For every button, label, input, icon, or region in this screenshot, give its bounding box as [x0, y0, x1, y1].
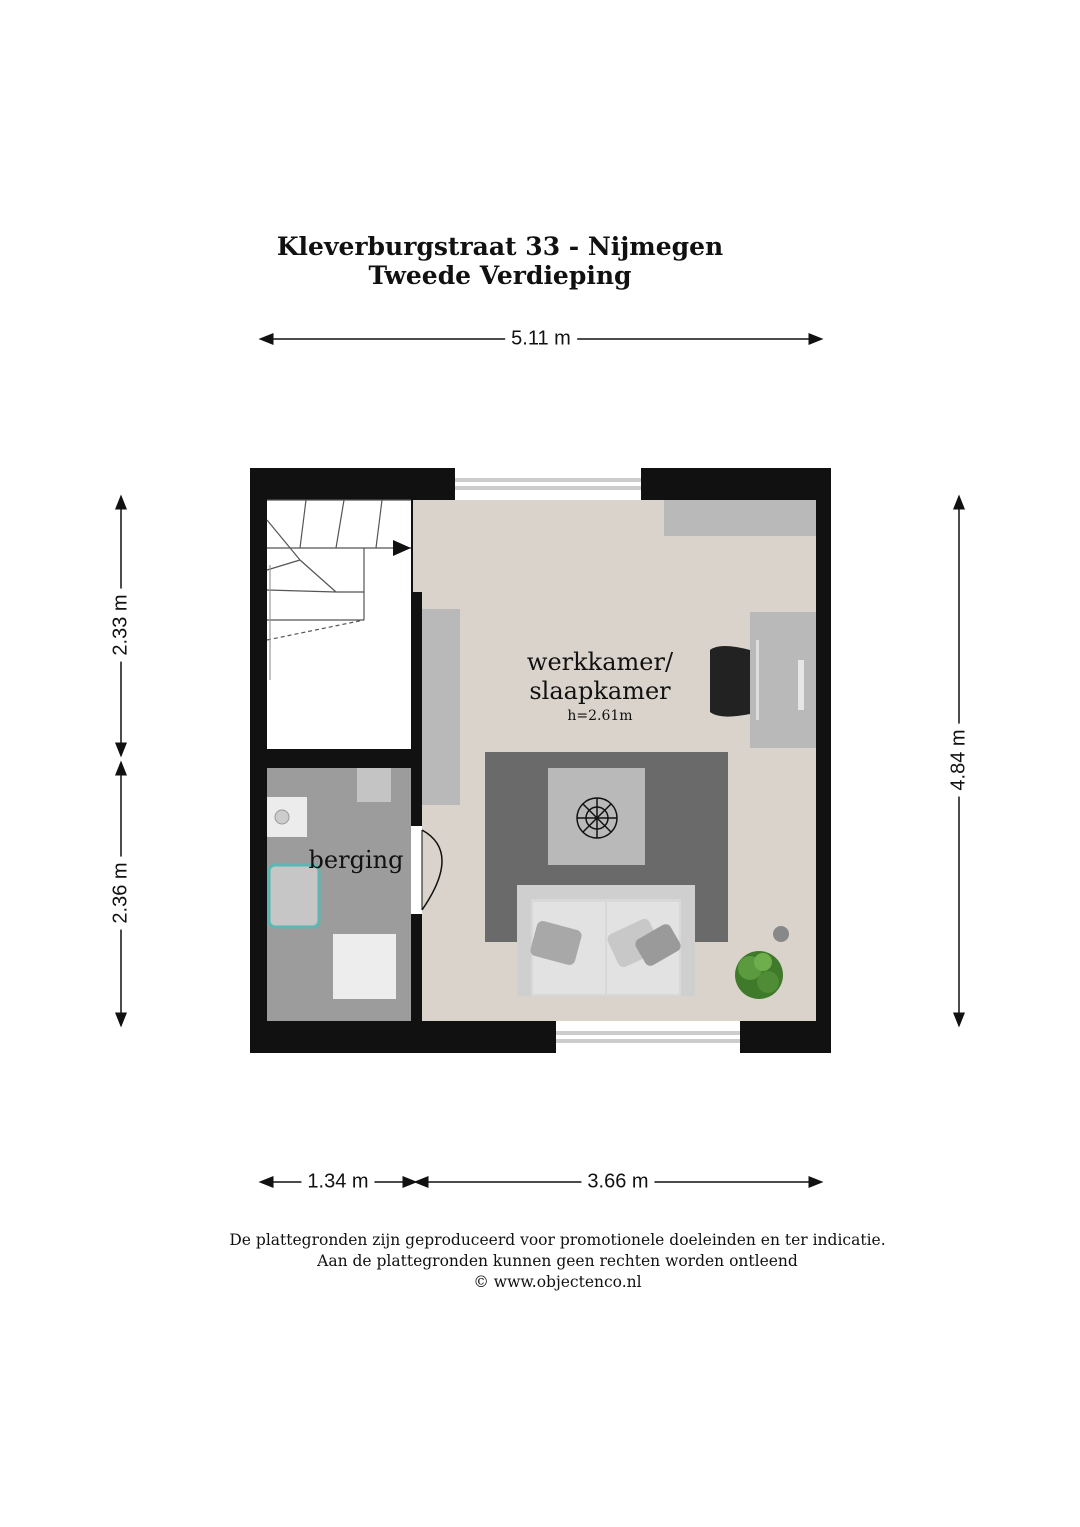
shelf-top: [664, 500, 816, 536]
disclaimer-copyright: © www.objectenco.nl: [473, 1273, 642, 1291]
wardrobe: [422, 609, 460, 805]
internal-wall-horizontal: [267, 749, 413, 768]
desk-keyboard: [756, 640, 759, 720]
dim-label-right: 4.84 m: [948, 723, 971, 796]
dim-label-left-lower: 2.36 m: [110, 856, 133, 929]
plant: [735, 951, 783, 999]
lamp: [773, 926, 789, 942]
disclaimer-line1: De plattegronden zijn geproduceerd voor promotionele doeleinden en ter indicatie.: [229, 1231, 886, 1249]
decor-plate: [577, 798, 617, 838]
stair-edge: [411, 500, 413, 592]
dim-label-top: 5.11 m: [505, 328, 577, 351]
dim-label-bottom-left: 1.34 m: [301, 1171, 374, 1194]
room-name-line1: werkkamer/: [526, 648, 674, 676]
disclaimer: [0, 1230, 1080, 1293]
stairwell: [267, 500, 411, 749]
room-name-line2: slaapkamer: [529, 677, 671, 705]
window-bottom: [556, 1021, 740, 1053]
sofa: [517, 885, 695, 996]
window-top: [455, 468, 641, 500]
dim-label-bottom-right: 3.66 m: [581, 1171, 654, 1194]
desk-chair: [710, 646, 750, 717]
title-address: Kleverburgstraat 33 - Nijmegen: [276, 232, 724, 261]
dim-label-left-upper: 2.33 m: [110, 588, 133, 661]
room-label-storage: berging: [308, 846, 404, 874]
room-label-main: [500, 648, 700, 726]
desk: [750, 612, 816, 748]
desk-monitor: [798, 660, 804, 710]
room-height: h=2.61m: [567, 708, 633, 724]
title-floor: Tweede Verdieping: [368, 261, 632, 290]
internal-wall-vertical: [411, 592, 422, 1021]
disclaimer-line2: Aan de plattegronden kunnen geen rechten worden ontleend: [317, 1252, 798, 1270]
